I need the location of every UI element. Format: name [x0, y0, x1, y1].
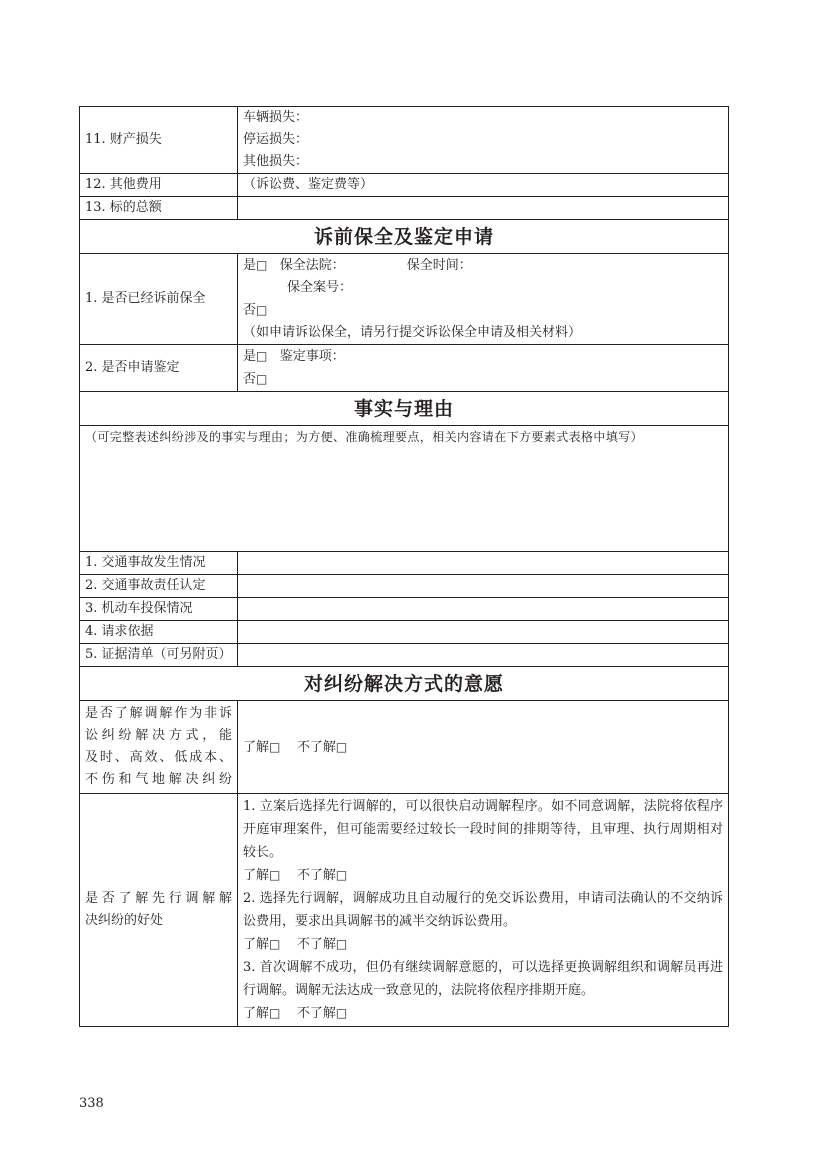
evidence-list-label: 5. 证据清单（可另附页）: [80, 644, 238, 667]
no-checkbox[interactable]: □: [256, 303, 268, 317]
preservation-note: （如申请诉讼保全，请另行提交诉讼保全申请及相关材料）: [243, 325, 582, 340]
other-loss-field[interactable]: 其他损失：: [243, 154, 309, 169]
row-responsibility: [80, 575, 729, 598]
responsibility-field[interactable]: [238, 575, 729, 598]
item2-understand-checkbox[interactable]: □: [269, 937, 281, 951]
item2-understand-label: 了解: [243, 937, 270, 952]
pre-preservation-content: [238, 254, 729, 345]
no-option-label: 否: [243, 303, 257, 318]
row-property-loss: [80, 107, 729, 174]
appraisal-no-checkbox[interactable]: □: [256, 372, 268, 386]
item1-understand-label: 了解: [243, 868, 270, 883]
appraisal-no-label: 否: [243, 372, 257, 387]
preservation-court-field[interactable]: 保全法院：: [279, 258, 345, 273]
benefit-item-3: 3. 首次调解不成功，但仍有继续调解意愿的，可以选择更换调解组织和调解员再进行调解。调解无法达成一致意见的，法院将依程序排期开庭。: [243, 960, 723, 998]
section-preservation: [80, 220, 729, 254]
row-total-amount: [80, 197, 729, 220]
appraisal-yes-label: 是: [243, 349, 257, 364]
row-pre-preservation: [80, 254, 729, 345]
pre-preservation-label: 1. 是否已经诉前保全: [80, 254, 238, 345]
row-insurance: [80, 598, 729, 621]
understand-label: 了解: [243, 739, 270, 755]
complaint-form-table: [79, 106, 729, 1027]
not-understand-label: 不了解: [296, 739, 336, 755]
row-other-fees: [80, 174, 729, 197]
claim-basis-label: 4. 请求依据: [80, 621, 238, 644]
vehicle-loss-field[interactable]: 车辆损失：: [243, 110, 309, 125]
insurance-field[interactable]: [238, 598, 729, 621]
claim-basis-field[interactable]: [238, 621, 729, 644]
mediation-awareness-options: [238, 701, 729, 794]
item1-understand-checkbox[interactable]: □: [269, 868, 281, 882]
facts-free-text-area[interactable]: （可完整表述纠纷涉及的事实与理由；为方便、准确梳理要点，相关内容请在下方要素式表格中填写）: [80, 426, 729, 552]
row-claim-basis: [80, 621, 729, 644]
row-facts-note: [80, 426, 729, 552]
appraisal-content: [238, 345, 729, 392]
insurance-label: 3. 机动车投保情况: [80, 598, 238, 621]
section-willingness: [80, 667, 729, 701]
page-number: 338: [79, 1096, 104, 1111]
preservation-case-no-field[interactable]: 保全案号：: [287, 280, 353, 295]
appraisal-item-field[interactable]: 鉴定事项：: [279, 349, 345, 364]
prior-mediation-content: [238, 794, 729, 1027]
preservation-time-field[interactable]: 保全时间：: [406, 258, 472, 273]
yes-checkbox[interactable]: □: [256, 258, 268, 272]
section-title-facts: 事实与理由: [80, 392, 729, 426]
appraisal-label: 2. 是否申请鉴定: [80, 345, 238, 392]
prior-mediation-label: 是否了解先行调解解 决纠纷的好处: [80, 794, 238, 1027]
row-accident-occurrence: [80, 552, 729, 575]
yes-option-label: 是: [243, 258, 257, 273]
total-amount-field[interactable]: [238, 197, 729, 220]
accident-occurrence-field[interactable]: [238, 552, 729, 575]
item3-not-understand-label: 不了解: [296, 1006, 336, 1021]
row-evidence-list: [80, 644, 729, 667]
total-amount-label: 13. 标的总额: [80, 197, 238, 220]
evidence-list-field[interactable]: [238, 644, 729, 667]
item2-not-understand-checkbox[interactable]: □: [335, 937, 348, 951]
other-fees-field[interactable]: （诉讼费、鉴定费等）: [238, 174, 729, 197]
item3-not-understand-checkbox[interactable]: □: [335, 1006, 348, 1020]
section-title-willingness: 对纠纷解决方式的意愿: [80, 667, 729, 701]
property-loss-content: [238, 107, 729, 174]
item3-understand-label: 了解: [243, 1006, 270, 1021]
benefit-item-1: 1. 立案后选择先行调解的，可以很快启动调解程序。如不同意调解，法院将依程序开庭审理案件，但可能需要经过较长一段时间的排期等待，且审理、执行周期相对较长。: [243, 799, 723, 860]
section-title-preservation: 诉前保全及鉴定申请: [80, 220, 729, 254]
row-prior-mediation: [80, 794, 729, 1027]
understand-checkbox[interactable]: □: [269, 739, 281, 754]
row-appraisal: [80, 345, 729, 392]
item1-not-understand-label: 不了解: [296, 868, 336, 883]
not-understand-checkbox[interactable]: □: [335, 739, 348, 754]
responsibility-label: 2. 交通事故责任认定: [80, 575, 238, 598]
downtime-loss-field[interactable]: 停运损失：: [243, 132, 309, 147]
appraisal-yes-checkbox[interactable]: □: [256, 349, 268, 363]
item2-not-understand-label: 不了解: [296, 937, 336, 952]
item3-understand-checkbox[interactable]: □: [269, 1006, 281, 1020]
accident-occurrence-label: 1. 交通事故发生情况: [80, 552, 238, 575]
other-fees-label: 12. 其他费用: [80, 174, 238, 197]
property-loss-label: 11. 财产损失: [80, 107, 238, 174]
item1-not-understand-checkbox[interactable]: □: [335, 868, 348, 882]
benefit-item-2: 2. 选择先行调解，调解成功且自动履行的免交诉讼费用，申请司法确认的不交纳诉讼费用，要求出具调解书的减半交纳诉讼费用。: [243, 891, 723, 929]
row-mediation-awareness: [80, 701, 729, 794]
section-facts: [80, 392, 729, 426]
mediation-awareness-label: 是否了解调解作为非诉 讼纠纷解决方式，能 及时、高效、低成本、 不伤和气地解决纠纷: [80, 701, 238, 794]
